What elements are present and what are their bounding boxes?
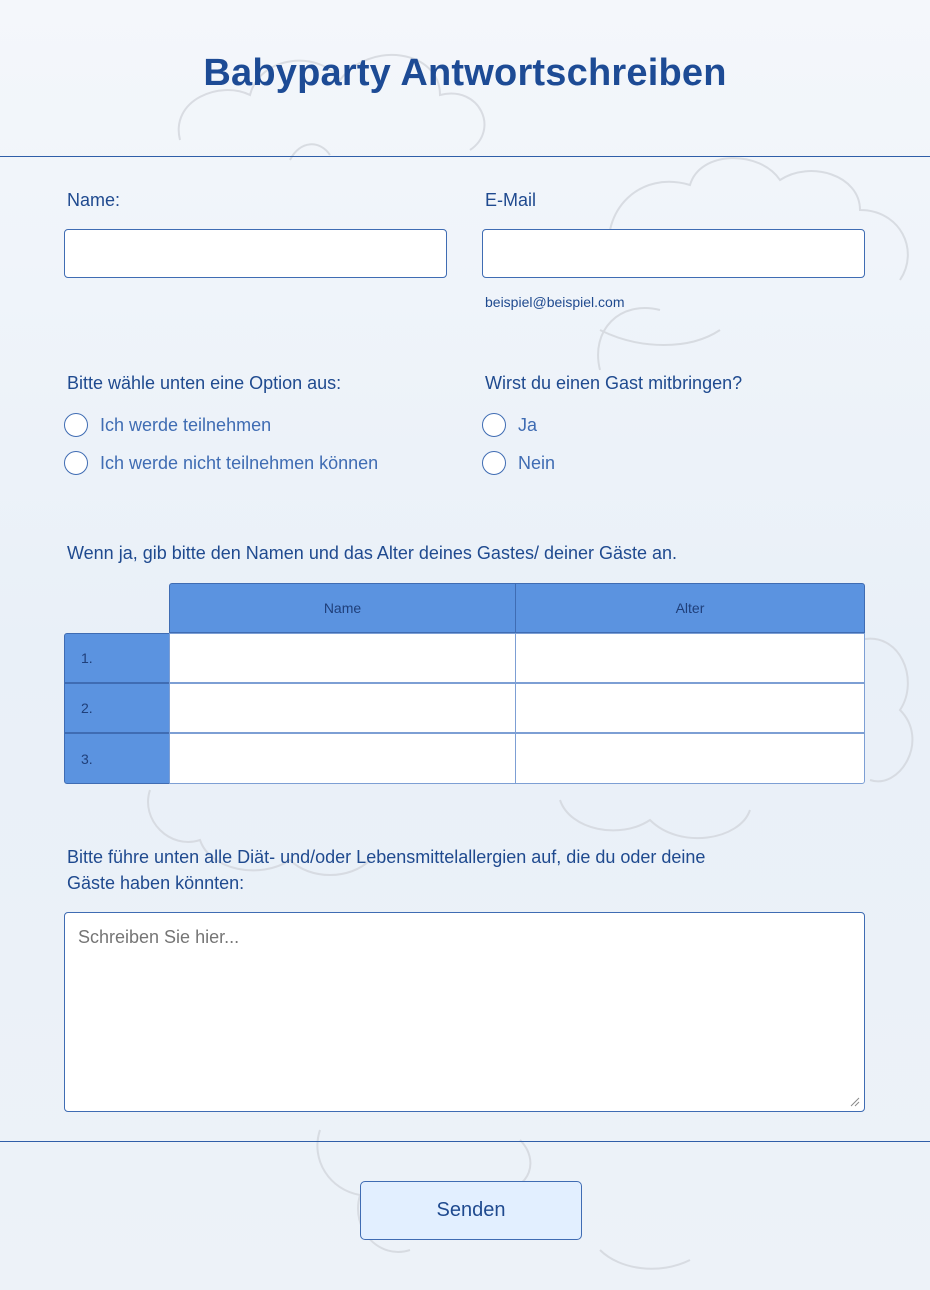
radio-button[interactable] [64, 413, 88, 437]
guest-2-age-cell[interactable] [515, 683, 865, 733]
allergies-textarea[interactable] [64, 912, 865, 1112]
row-header: 3. [64, 733, 170, 784]
radio-label: Ja [518, 414, 538, 435]
email-label: E-Mail [485, 190, 537, 210]
allergies-question-line1: Bitte führe unten alle Diät- und/oder Lebensmittelallergien auf, die du oder deine [67, 847, 706, 867]
guest-2-name-cell[interactable] [169, 683, 516, 733]
attendance-question: Bitte wähle unten eine Option aus: [67, 373, 342, 393]
name-label: Name: [67, 190, 121, 210]
submit-button[interactable]: Senden [360, 1181, 582, 1240]
guest-table-instruction: Wenn ja, gib bitte den Namen und das Alter deines Gastes/ deiner Gäste an. [67, 543, 678, 563]
allergies-question-line2: Gäste haben könnten: [67, 873, 245, 893]
radio-button[interactable] [482, 451, 506, 475]
page-title: Babyparty Antwortschreiben [203, 52, 727, 94]
column-header-age: Alter [515, 583, 865, 633]
resize-grip-icon[interactable] [848, 1095, 860, 1107]
footer-divider [0, 1141, 930, 1142]
email-input[interactable] [482, 229, 865, 278]
radio-button[interactable] [482, 413, 506, 437]
guest-3-name-cell[interactable] [169, 733, 516, 784]
row-header: 1. [64, 633, 170, 683]
radio-button[interactable] [64, 451, 88, 475]
guest-table [64, 583, 865, 784]
email-hint: beispiel@beispiel.com [485, 294, 625, 310]
column-header-name: Name [169, 583, 516, 633]
guest-option-yes[interactable] [482, 412, 537, 438]
row-header: 2. [64, 683, 170, 733]
guest-1-name-cell[interactable] [169, 633, 516, 683]
attendance-option-decline[interactable] [64, 450, 378, 476]
radio-label: Nein [518, 452, 556, 473]
guest-1-age-cell[interactable] [515, 633, 865, 683]
attendance-option-attend[interactable] [64, 412, 271, 438]
guest-option-no[interactable] [482, 450, 555, 476]
radio-label: Ich werde teilnehmen [100, 414, 272, 435]
guest-question: Wirst du einen Gast mitbringen? [485, 373, 743, 393]
name-input[interactable] [64, 229, 447, 278]
radio-label: Ich werde nicht teilnehmen können [100, 452, 379, 473]
guest-3-age-cell[interactable] [515, 733, 865, 784]
header-divider [0, 156, 930, 157]
